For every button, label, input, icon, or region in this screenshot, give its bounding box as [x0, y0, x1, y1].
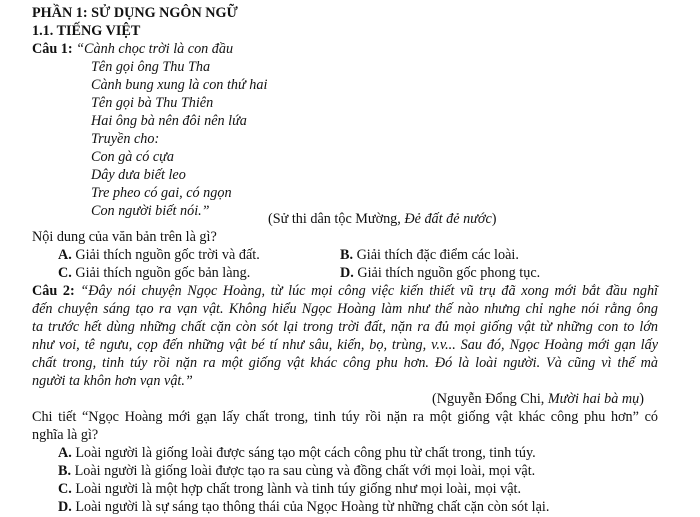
option-letter: A.: [58, 247, 72, 263]
source-suffix: ): [491, 211, 497, 227]
option-letter: B.: [340, 247, 354, 263]
passage-line: chất trong, tinh túy rồi nặn ra một giống vật khác công phu hơn. Đó là loài người. Và cũng vì thế mà: [32, 355, 658, 371]
answer-option-a[interactable]: [58, 444, 536, 462]
poem-line: Con người biết nói.”: [91, 203, 210, 219]
source-prefix: (Nguyễn Đổng Chi,: [432, 391, 548, 407]
poem-line: Cành bung xung là con thứ hai: [91, 77, 268, 93]
poem-line: “Cành chọc trời là con đầu: [76, 41, 234, 57]
question-1-source: [268, 210, 497, 228]
answer-option-c[interactable]: [58, 264, 250, 282]
answer-option-d[interactable]: [58, 498, 549, 516]
answer-option-b[interactable]: [58, 462, 535, 480]
option-text: Loài người là giống loài được tạo ra sau cùng và đồng chất với mọi loài, mọi vật.: [71, 463, 536, 479]
poem-line: Tre pheo có gai, có ngọn: [91, 185, 232, 201]
question-2-label: Câu 2:: [32, 283, 75, 299]
option-letter: C.: [58, 481, 72, 497]
answer-option-c[interactable]: [58, 480, 521, 498]
option-letter: D.: [58, 499, 72, 515]
answer-option-d[interactable]: [340, 264, 540, 282]
source-suffix: ): [639, 391, 644, 407]
subsection-title: 1.1. TIẾNG VIỆT: [32, 23, 141, 39]
option-text: Giải thích đặc điểm các loài.: [353, 247, 519, 263]
answer-option-b[interactable]: [340, 246, 519, 264]
source-work-title: Đẻ đất đẻ nước: [404, 211, 492, 227]
question-2-first-line: [32, 282, 658, 300]
passage-line: đến chuyện sáng tạo ra vạn vật. Không hiểu Ngọc Hoàng làm như thế nào nhưng chỉ nghe nói rằng ông: [32, 301, 658, 317]
poem-line: Hai ông bà nên đôi nên lứa: [91, 113, 247, 129]
option-letter: B.: [58, 463, 72, 479]
section-title: PHẦN 1: SỬ DỤNG NGÔN NGỮ: [32, 5, 238, 21]
poem-line: Dây dưa biết leo: [91, 167, 186, 183]
poem-line: Truyền cho:: [91, 131, 160, 147]
option-letter: D.: [340, 265, 354, 281]
question-1-label: Câu 1:: [32, 41, 73, 57]
option-text: Giải thích nguồn gốc phong tục.: [353, 265, 541, 281]
source-work-title: Mười hai bà mụ: [547, 391, 640, 407]
option-letter: A.: [58, 445, 72, 461]
option-text: Loài người là giống loài được sáng tạo một cách công phu từ chất trong, tinh túy.: [71, 445, 536, 461]
poem-line: Tên gọi ông Thu Tha: [91, 59, 211, 75]
passage-line: người ta khôn hơn vạn vật.”: [32, 373, 193, 389]
option-text: Loài người là sự sáng tạo thông thái của Ngọc Hoàng từ những chất cặn còn sót lại.: [71, 499, 550, 515]
question-2-prompt-line: nghĩa là gì?: [32, 427, 99, 443]
passage-line: ta trước hết dùng những chất cặn còn sót lại trong trời đất, nặn ra đủ mọi giống vật từ những con to lớn: [32, 319, 658, 335]
passage-line: như voi, tê ngưu, cọp đến những vật bé tí như sâu, kiến, bọ, trùng, v.v... Sau đó, Ngọc Hoàng mới gạn lấy: [32, 337, 658, 353]
passage-line: “Đây nói chuyện Ngọc Hoàng, từ lúc mọi công việc kiến thiết vũ trụ đã xong mới bắt đầu nghĩ: [80, 283, 658, 299]
question-1-prompt: Nội dung của văn bản trên là gì?: [32, 229, 217, 245]
option-text: Giải thích nguồn gốc bản làng.: [71, 265, 251, 281]
option-letter: C.: [58, 265, 72, 281]
answer-option-a[interactable]: [58, 246, 260, 264]
question-1-first-line: [32, 40, 233, 58]
poem-line: Tên gọi bà Thu Thiên: [91, 95, 214, 111]
poem-line: Con gà có cựa: [91, 149, 174, 165]
question-2-prompt-line: Chi tiết “Ngọc Hoàng mới gạn lấy chất trong, tinh túy rồi nặn ra một giống vật khác công phu hơn” có: [32, 409, 658, 425]
option-text: Giải thích nguồn gốc trời và đất.: [71, 247, 260, 263]
option-text: Loài người là một hợp chất trong lành và tinh túy giống như mọi loài, mọi vật.: [71, 481, 522, 497]
question-2-source: [432, 390, 644, 408]
source-prefix: (Sử thi dân tộc Mường,: [268, 211, 405, 227]
